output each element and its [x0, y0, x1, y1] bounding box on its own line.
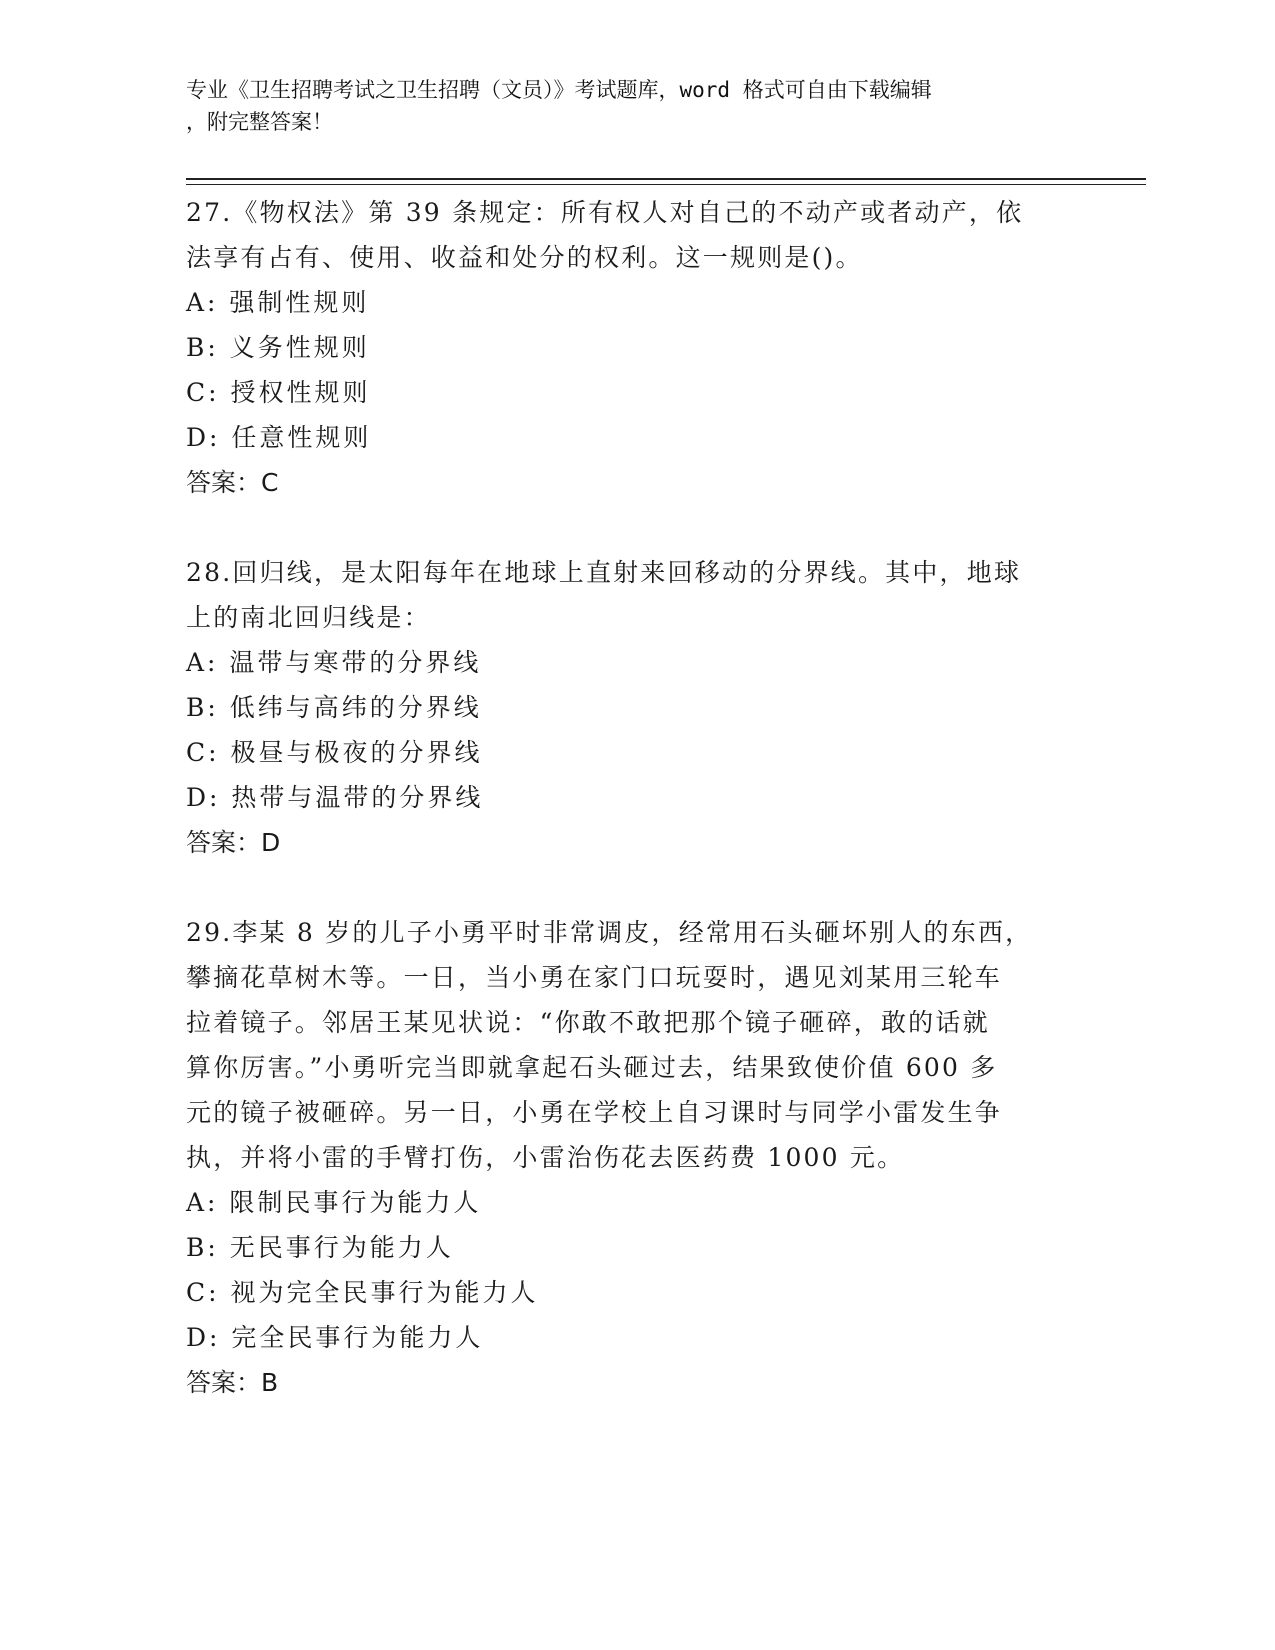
question-29 [186, 910, 1076, 1405]
document-header [186, 74, 1066, 138]
question-27 [186, 190, 1076, 505]
header-title-line-1: 专业《卫生招聘考试之卫生招聘（文员）》考试题库，word 格式可自由下载编辑 [186, 78, 932, 102]
question-stem-line: 28.回归线，是太阳每年在地球上直射来回移动的分界线。其中，地球 [186, 558, 1022, 587]
option-a: A: 限制民事行为能力人 [186, 1188, 482, 1217]
option-d: D: 热带与温带的分界线 [186, 783, 484, 812]
answer-label: 答案：D [186, 828, 281, 857]
question-stem-line: 算你厉害。”小勇听完当即就拿起石头砸过去，结果致使价值 600 多 [186, 1053, 998, 1082]
option-c: C: 极昼与极夜的分界线 [186, 738, 483, 767]
option-a: A: 温带与寒带的分界线 [186, 648, 482, 677]
header-divider [186, 178, 1146, 180]
option-c: C: 视为完全民事行为能力人 [186, 1278, 539, 1307]
option-b: B: 低纬与高纬的分界线 [186, 693, 482, 722]
answer-label: 答案：C [186, 468, 279, 497]
header-title-line-2: ，附完整答案！ [186, 110, 333, 134]
question-stem-line: 29.李某 8 岁的儿子小勇平时非常调皮，经常用石头砸坏别人的东西， [186, 918, 1033, 947]
option-b: B: 无民事行为能力人 [186, 1233, 454, 1262]
question-stem-line: 执，并将小雷的手臂打伤，小雷治伤花去医药费 1000 元。 [186, 1143, 905, 1172]
question-stem-line: 上的南北回归线是： [186, 603, 431, 632]
question-list [186, 190, 1076, 1450]
option-d: D: 完全民事行为能力人 [186, 1323, 484, 1352]
question-stem-line: 攀摘花草树木等。一日，当小勇在家门口玩耍时，遇见刘某用三轮车 [186, 963, 1003, 992]
answer-label: 答案：B [186, 1368, 279, 1397]
question-stem-line: 27.《物权法》第 39 条规定：所有权人对自己的不动产或者动产，依 [186, 198, 1024, 227]
question-stem-line: 拉着镜子。邻居王某见状说：“你敢不敢把那个镜子砸碎，敢的话就 [186, 1008, 990, 1037]
question-28 [186, 550, 1076, 865]
option-d: D: 任意性规则 [186, 423, 372, 452]
option-c: C: 授权性规则 [186, 378, 371, 407]
option-b: B: 义务性规则 [186, 333, 370, 362]
header-divider-thin [186, 184, 1146, 185]
question-stem-line: 法享有占有、使用、收益和处分的权利。这一规则是()。 [186, 243, 863, 272]
question-stem-line: 元的镜子被砸碎。另一日，小勇在学校上自习课时与同学小雷发生争 [186, 1098, 1003, 1127]
option-a: A: 强制性规则 [186, 288, 370, 317]
